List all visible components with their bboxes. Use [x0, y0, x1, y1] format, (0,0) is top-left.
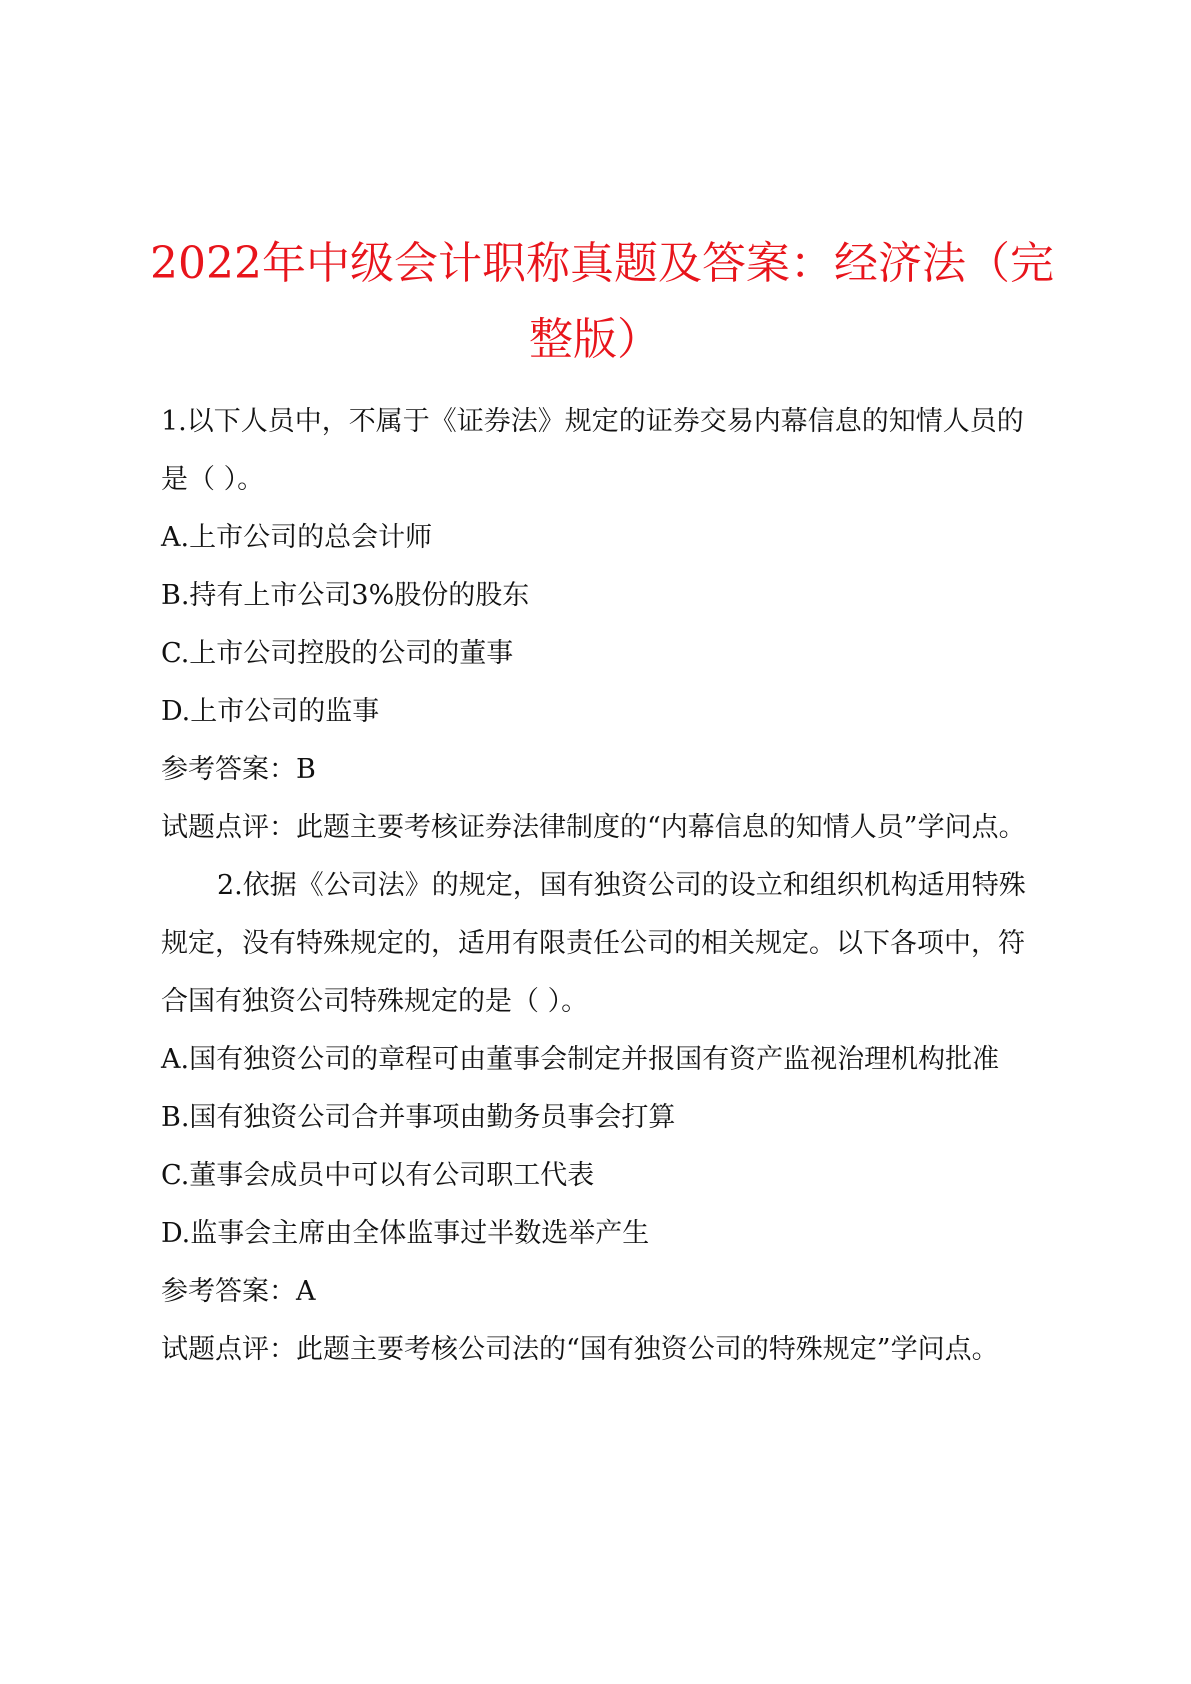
question-2-text-cont-1: 规定，没有特殊规定的，适用有限责任公司的相关规定。以下各项中，符: [161, 928, 1025, 959]
question-2-comment: 试题点评：此题主要考核公司法的“国有独资公司的特殊规定”学问点。: [161, 1334, 999, 1365]
question-2-text-cont-2: 合国有独资公司特殊规定的是（ ）。: [161, 986, 589, 1017]
document-title-line-2: 整版）: [529, 314, 661, 365]
question-1-answer: 参考答案：B: [161, 754, 316, 785]
question-1-text: 1.以下人员中，不属于《证券法》规定的证券交易内幕信息的知情人员的: [161, 406, 1024, 437]
question-2-option-a: A.国有独资公司的章程可由董事会制定并报国有资产监视治理机构批准: [161, 1044, 1000, 1075]
question-2-text: 2.依据《公司法》的规定，国有独资公司的设立和组织机构适用特殊: [217, 870, 1026, 901]
question-2-answer: 参考答案：A: [161, 1276, 316, 1307]
question-1-option-b: B.持有上市公司3%股份的股东: [161, 580, 530, 611]
question-1-option-c: C.上市公司控股的公司的董事: [161, 638, 514, 669]
question-2-option-c: C.董事会成员中可以有公司职工代表: [161, 1160, 595, 1191]
question-1-option-a: A.上市公司的总会计师: [161, 522, 433, 553]
document-title-line-1: 2022年中级会计职称真题及答案：经济法（完: [150, 238, 1054, 289]
question-1-comment: 试题点评：此题主要考核证券法律制度的“内幕信息的知情人员”学问点。: [161, 812, 1026, 843]
question-2-option-d: D.监事会主席由全体监事过半数选举产生: [161, 1218, 650, 1249]
question-1-text-cont: 是（ ）。: [161, 464, 265, 495]
question-2-option-b: B.国有独资公司合并事项由勤务员事会打算: [161, 1102, 676, 1133]
question-1-option-d: D.上市公司的监事: [161, 696, 380, 727]
